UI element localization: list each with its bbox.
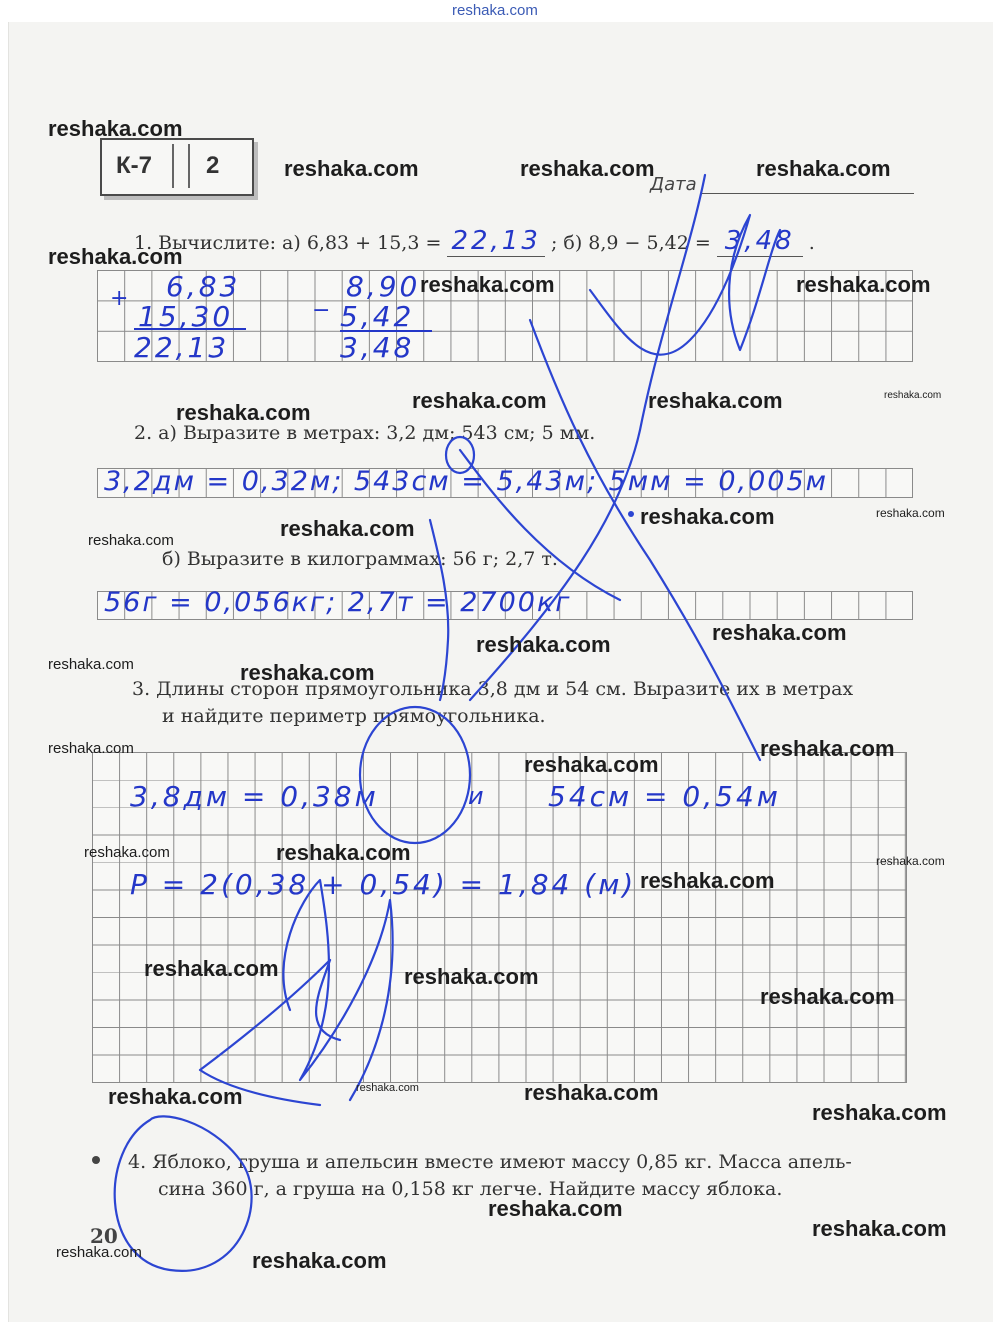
watermark[interactable]: reshaka.com — [640, 504, 775, 529]
watermark[interactable]: reshaka.com — [488, 1196, 623, 1221]
task1-end: . — [808, 232, 815, 254]
scribble-oval-2 — [446, 437, 474, 473]
task1-answer-a: 22,13 — [447, 226, 544, 257]
watermark[interactable]: reshaka.com — [712, 620, 847, 645]
watermark[interactable]: reshaka.com — [48, 116, 183, 141]
task1-col-a-row1: 6,83 — [166, 270, 241, 303]
watermark[interactable]: reshaka.com — [812, 1216, 947, 1241]
watermark[interactable]: reshaka.com — [56, 1244, 142, 1261]
watermark[interactable]: reshaka.com — [520, 156, 655, 181]
task1-plus-sign: + — [110, 286, 132, 311]
watermark[interactable]: reshaka.com — [876, 854, 945, 868]
top-watermark[interactable]: reshaka.com — [452, 2, 538, 19]
watermark[interactable]: reshaka.com — [760, 736, 895, 761]
date-label: Дата — [650, 174, 697, 195]
task1-minus-sign: − — [312, 298, 334, 323]
watermark[interactable]: reshaka.com — [84, 844, 170, 861]
watermark[interactable]: reshaka.com — [356, 1082, 419, 1094]
scribble-oval-1 — [360, 707, 470, 843]
scribble-short-stroke — [460, 450, 620, 600]
watermark[interactable]: reshaka.com — [284, 156, 419, 181]
task1-col-b-row2: 5,42 — [340, 300, 415, 333]
scribble-v-shape — [590, 215, 780, 355]
watermark[interactable]: reshaka.com — [276, 840, 411, 865]
variant-number: 2 — [206, 152, 220, 179]
scribble-long-stroke — [530, 320, 760, 760]
watermark[interactable]: reshaka.com — [280, 516, 415, 541]
watermark[interactable]: reshaka.com — [108, 1084, 243, 1109]
watermark[interactable]: reshaka.com — [412, 388, 547, 413]
task3-line1: 3. Длины сторон прямоугольника 3,8 дм и 54 см. Выразите их в метрах — [132, 678, 854, 700]
task3-answer-and: и — [468, 782, 487, 810]
ink-dot — [628, 511, 634, 517]
watermark[interactable]: reshaka.com — [240, 660, 375, 685]
task1-text-a: 1. Вычислите: а) 6,83 + 15,3 = — [134, 232, 442, 254]
watermark[interactable]: reshaka.com — [524, 752, 659, 777]
task2b-answer: 56г = 0,056кг; 2,7т = 2700кг — [104, 587, 572, 618]
task2a-answer: 3,2дм = 0,32м; 543см = 5,43м; 5мм = 0,005м — [104, 466, 828, 497]
watermark[interactable]: reshaka.com — [760, 984, 895, 1009]
watermark[interactable]: reshaka.com — [756, 156, 891, 181]
task2a-text: 2. а) Выразите в метрах: 3,2 дм; 543 см; 5 мм. — [134, 422, 596, 444]
watermark[interactable]: reshaka.com — [640, 868, 775, 893]
watermark[interactable]: reshaka.com — [476, 632, 611, 657]
task4-line2: сина 360 г, а груша на 0,158 кг легче. Найдите массу яблока. — [158, 1178, 783, 1200]
watermark[interactable]: reshaka.com — [796, 272, 931, 297]
scribble-check — [430, 520, 448, 700]
task4-line1: 4. Яблоко, груша и апельсин вместе имеют массу 0,85 кг. Масса апель- — [128, 1151, 852, 1173]
watermark[interactable]: reshaka.com — [88, 532, 174, 549]
task1-text-b: ; б) 8,9 − 5,42 = — [550, 232, 711, 254]
watermark[interactable]: reshaka.com — [176, 400, 311, 425]
task3-answer2: 54см = 0,54м — [548, 780, 781, 813]
watermark[interactable]: reshaka.com — [812, 1100, 947, 1125]
task1-col-b-result: 3,48 — [340, 331, 415, 364]
watermark[interactable]: reshaka.com — [524, 1080, 659, 1105]
watermark[interactable]: reshaka.com — [876, 506, 945, 520]
watermark[interactable]: reshaka.com — [48, 740, 134, 757]
task3-answer3: P = 2(0,38 + 0,54) = 1,84 (м) — [130, 868, 637, 901]
watermark[interactable]: reshaka.com — [404, 964, 539, 989]
watermark[interactable]: reshaka.com — [648, 388, 783, 413]
task2b-text: б) Выразите в килограммах: 56 г; 2,7 т. — [162, 548, 558, 570]
watermark[interactable]: reshaka.com — [420, 272, 555, 297]
watermark[interactable]: reshaka.com — [252, 1248, 387, 1273]
task1-col-a-result: 22,13 — [134, 331, 230, 364]
task1-col-a-row2: 15,30 — [138, 300, 234, 333]
watermark[interactable]: reshaka.com — [48, 244, 183, 269]
work-code: К-7 — [116, 152, 152, 179]
watermark[interactable]: reshaka.com — [884, 390, 942, 401]
task1-answer-b: 3,48 — [717, 226, 803, 257]
scribble-diagonal-1 — [470, 175, 705, 700]
watermark[interactable]: reshaka.com — [144, 956, 279, 981]
task1-col-b-row1: 8,90 — [346, 270, 421, 303]
page-number: 20 — [90, 1224, 118, 1248]
watermark[interactable]: reshaka.com — [48, 656, 134, 673]
task3-line2: и найдите периметр прямоугольника. — [162, 705, 546, 727]
task3-answer1: 3,8дм = 0,38м — [130, 780, 379, 813]
